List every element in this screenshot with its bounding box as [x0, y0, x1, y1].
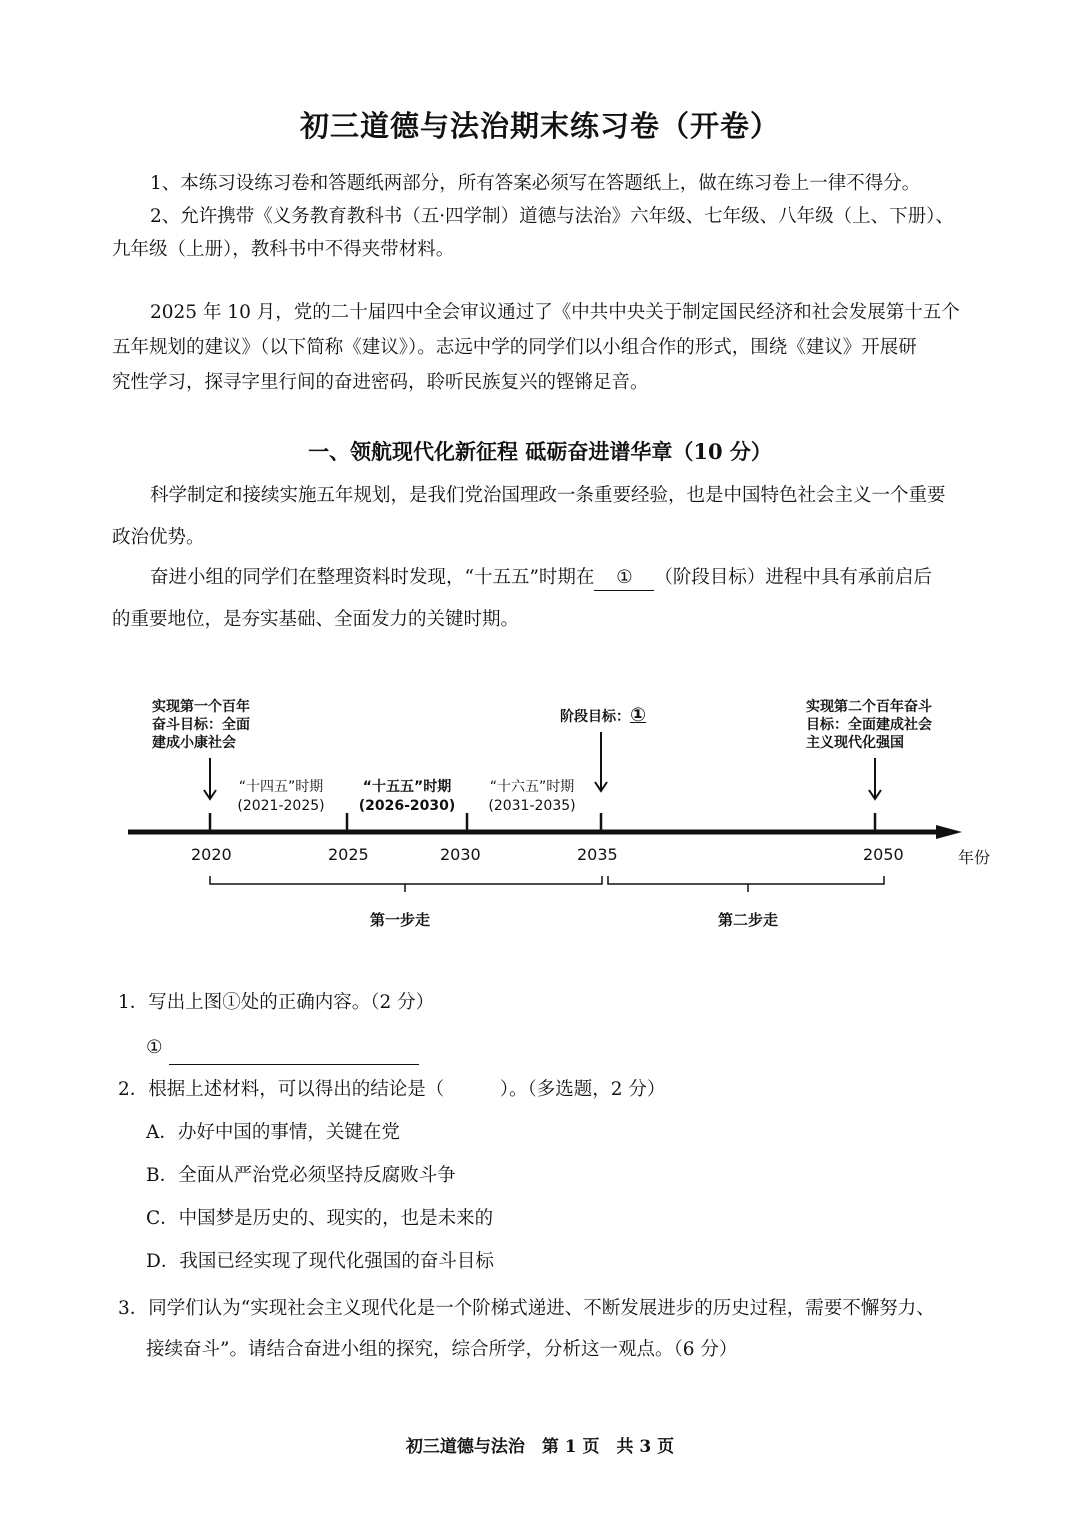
step-1-label: 第一步走 — [370, 911, 431, 929]
period-14th-name: “十四五”时期 — [238, 779, 324, 795]
section-1-para1-line2: 政治优势。 — [112, 527, 205, 548]
stage-goal-text: 阶段目标： — [560, 709, 630, 725]
timeline-arrowhead — [936, 825, 962, 839]
goal2-line-1: 实现第二个百年奋斗 — [806, 699, 932, 715]
period-14th-range: (2021-2025) — [237, 798, 325, 814]
answer-line — [169, 1046, 419, 1065]
instruction-1: 1、本练习设练习卷和答题纸两部分，所有答案必须写在答题纸上，做在练习卷上一律不得分。 — [150, 173, 921, 194]
axis-label-year: 年份 — [958, 848, 991, 867]
goal1-line-2: 奋斗目标：全面 — [152, 717, 250, 733]
brace-step2 — [608, 876, 884, 884]
intro-line-1: 2025 年 10 月，党的二十届四中全会审议通过了《中共中央关于制定国民经济和社会发展第十五个 — [150, 302, 960, 323]
option-c: C．中国梦是历史的、现实的，也是未来的 — [146, 1208, 494, 1229]
period-16th — [476, 778, 588, 816]
question-1-answer — [146, 1030, 419, 1065]
year-2020: 2020 — [191, 845, 232, 864]
question-1: 1．写出上图①处的正确内容。（2 分） — [118, 992, 435, 1013]
option-d: D．我国已经实现了现代化强国的奋斗目标 — [146, 1251, 494, 1272]
intro-line-2: 五年规划的建议》（以下简称《建议》）。志远中学的同学们以小组合作的形式，围绕《建议》开展研 — [112, 337, 917, 358]
para2-text-b: （阶段目标）进程中具有承前启后 — [654, 567, 932, 588]
period-15th-name: “十五五”时期 — [362, 779, 452, 795]
year-2050: 2050 — [863, 845, 904, 864]
period-15th-range: (2026-2030) — [358, 798, 456, 814]
period-16th-name: “十六五”时期 — [489, 779, 575, 795]
goal2-line-2: 目标：全面建成社会 — [806, 717, 932, 733]
para2-text-a: 奋进小组的同学们在整理资料时发现，“十五五”时期在 — [150, 567, 595, 588]
question-3-line-2: 接续奋斗”。请结合奋进小组的探究，综合所学，分析这一观点。（6 分） — [146, 1339, 738, 1360]
goal1-line-1: 实现第一个百年 — [152, 699, 250, 715]
option-a: A．办好中国的事情，关键在党 — [146, 1122, 400, 1143]
section-1-para2-line1 — [150, 560, 932, 595]
section-1-para2-line2: 的重要地位，是夯实基础、全面发力的关键时期。 — [112, 609, 520, 630]
question-2: 2．根据上述材料，可以得出的结论是（ ）。（多选题，2 分） — [118, 1079, 666, 1100]
page-title: 初三道德与法治期末练习卷（开卷） — [299, 109, 780, 143]
step-2-label: 第二步走 — [718, 911, 779, 929]
period-16th-range: (2031-2035) — [488, 798, 576, 814]
stage-goal-blank: ① — [594, 566, 654, 591]
section-1-title: 一、领航现代化新征程 砥砺奋进谱华章（10 分） — [308, 439, 772, 464]
option-b: B．全面从严治党必须坚持反腐败斗争 — [146, 1165, 456, 1186]
instruction-2: 2、允许携带《义务教育教科书（五·四学制）道德与法治》六年级、七年级、八年级（上、下册）、 — [150, 206, 954, 227]
period-15th — [352, 778, 462, 816]
intro-line-3: 究性学习，探寻字里行间的奋进密码，聆听民族复兴的铿锵足音。 — [112, 372, 649, 393]
period-14th — [226, 778, 336, 816]
question-1-mark: ① — [146, 1037, 163, 1058]
year-2025: 2025 — [328, 845, 369, 864]
year-2030: 2030 — [440, 845, 481, 864]
goal1-line-3: 建成小康社会 — [152, 735, 236, 751]
section-1-para1-line1: 科学制定和接续实施五年规划，是我们党治国理政一条重要经验，也是中国特色社会主义一个重要 — [150, 485, 946, 506]
stage-goal-mark: ① — [630, 704, 647, 726]
question-3-line-1: 3．同学们认为“实现社会主义现代化是一个阶梯式递进、不断发展进步的历史过程，需要不懈努力、 — [118, 1298, 935, 1319]
instruction-3: 九年级（上册），教科书中不得夹带材料。 — [112, 239, 455, 260]
goal2-line-3: 主义现代化强国 — [806, 735, 904, 751]
brace-step1 — [210, 876, 602, 884]
year-2035: 2035 — [577, 845, 618, 864]
stage-goal-label — [560, 706, 646, 726]
page-footer: 初三道德与法治 第 1 页 共 3 页 — [405, 1437, 675, 1457]
